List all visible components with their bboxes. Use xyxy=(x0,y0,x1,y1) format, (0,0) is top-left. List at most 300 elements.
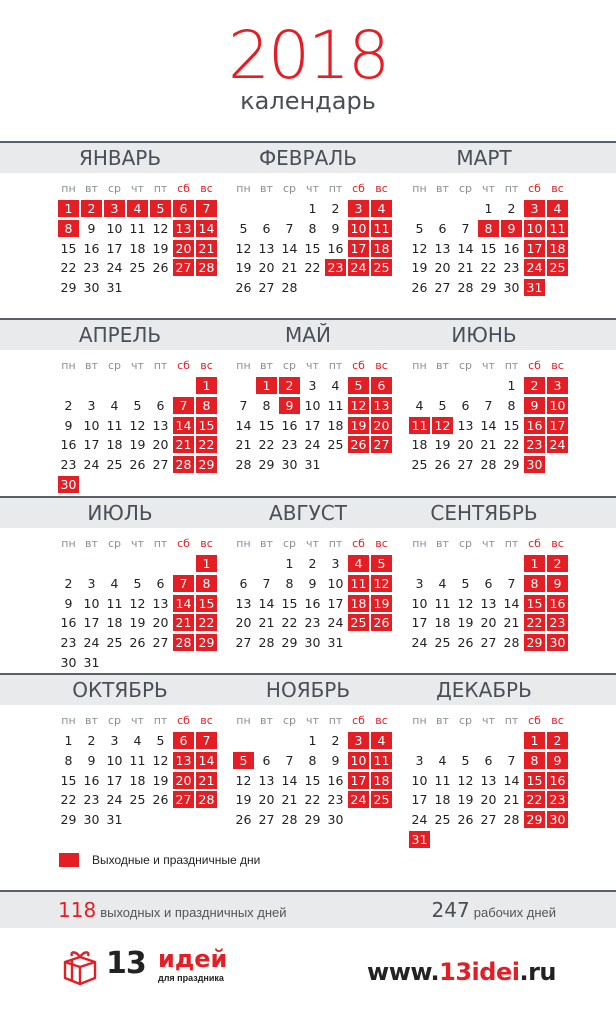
calendar-day: 21 xyxy=(258,615,275,631)
calendar-day: 25 xyxy=(411,457,428,473)
calendar-day: 20 xyxy=(480,792,497,808)
calendar-day: 9 xyxy=(331,752,340,768)
calendar-day: 23 xyxy=(547,791,568,808)
weekday-label: вс xyxy=(551,714,564,727)
month-name: НОЯБРЬ xyxy=(265,678,351,702)
calendar-day: 13 xyxy=(152,595,169,611)
calendar-day: 26 xyxy=(434,457,451,473)
weekday-label: пт xyxy=(504,714,519,727)
calendar-day: 1 xyxy=(196,555,217,572)
calendar-day: 16 xyxy=(83,240,100,256)
weekday-label: вт xyxy=(85,537,98,550)
calendar-day: 21 xyxy=(173,436,194,453)
weekday-label: пт xyxy=(328,714,343,727)
calendar-day: 21 xyxy=(196,240,217,257)
weekday-label: чт xyxy=(131,537,144,550)
weekday-label: пт xyxy=(328,359,343,372)
calendar-day: 12 xyxy=(457,595,474,611)
calendar-day: 18 xyxy=(371,240,392,257)
calendar-day: 24 xyxy=(524,259,545,276)
calendar-day: 25 xyxy=(129,792,146,808)
calendar-day: 25 xyxy=(129,260,146,276)
calendar-day: 20 xyxy=(480,615,497,631)
calendar-day: 7 xyxy=(507,575,516,591)
calendar-day: 28 xyxy=(281,812,298,828)
calendar-day: 21 xyxy=(503,615,520,631)
weekday-label: сб xyxy=(177,537,190,550)
calendar-day: 9 xyxy=(501,220,522,237)
calendar-day: 31 xyxy=(524,279,545,296)
calendar-day: 9 xyxy=(87,752,96,768)
off-days-count: 118 xyxy=(58,898,97,922)
calendar-day: 30 xyxy=(281,457,298,473)
calendar-day: 8 xyxy=(285,575,294,591)
weekday-label: чт xyxy=(482,714,495,727)
month-row-band xyxy=(0,496,616,528)
calendar-day: 18 xyxy=(327,417,344,433)
calendar-day: 17 xyxy=(83,437,100,453)
calendar-day: 9 xyxy=(331,220,340,236)
calendar-day: 19 xyxy=(152,240,169,256)
calendar-day: 21 xyxy=(480,437,497,453)
weekday-label: чт xyxy=(131,714,144,727)
calendar-day: 9 xyxy=(524,397,545,414)
calendar-day: 5 xyxy=(348,377,369,394)
off-days-label: выходных и праздничных дней xyxy=(100,905,287,920)
calendar-day: 22 xyxy=(524,614,545,631)
weekday-label: пт xyxy=(153,359,168,372)
calendar-day: 27 xyxy=(371,436,392,453)
weekday-label: пт xyxy=(328,182,343,195)
calendar-day: 22 xyxy=(196,614,217,631)
weekday-label: пт xyxy=(504,182,519,195)
legend-label: Выходные и праздничные дни xyxy=(92,853,261,867)
calendar-day: 4 xyxy=(348,555,369,572)
calendar-day: 20 xyxy=(152,615,169,631)
weekday-label: пт xyxy=(504,359,519,372)
calendar-day: 19 xyxy=(235,260,252,276)
calendar-day: 21 xyxy=(173,614,194,631)
calendar-day: 11 xyxy=(106,595,123,611)
calendar-day: 27 xyxy=(434,280,451,296)
calendar-day: 31 xyxy=(304,457,321,473)
calendar-day: 30 xyxy=(60,655,77,670)
calendar-day: 28 xyxy=(503,812,520,828)
calendar-day: 23 xyxy=(60,635,77,651)
month-name: СЕНТЯБРЬ xyxy=(430,501,538,525)
calendar-day: 14 xyxy=(196,220,217,237)
weekday-label: пн xyxy=(236,714,251,727)
calendar-day: 2 xyxy=(507,201,516,216)
calendar-day: 12 xyxy=(457,772,474,788)
calendar-day: 1 xyxy=(58,200,79,217)
calendar-day: 22 xyxy=(304,260,321,276)
calendar-day: 1 xyxy=(256,377,277,394)
month-name: ИЮЛЬ xyxy=(87,501,153,525)
calendar-day: 18 xyxy=(106,437,123,453)
weekday-label: ср xyxy=(458,182,473,195)
weekday-label: чт xyxy=(482,537,495,550)
weekday-label: сб xyxy=(528,182,541,195)
calendar-day: 12 xyxy=(129,417,146,433)
calendar-day: 19 xyxy=(348,417,369,434)
calendar-day: 6 xyxy=(156,575,165,591)
legend-swatch xyxy=(59,853,79,867)
calendar-day: 21 xyxy=(281,792,298,808)
calendar-day: 11 xyxy=(434,772,451,788)
calendar-day: 3 xyxy=(87,397,96,413)
weekday-label: вт xyxy=(436,359,449,372)
calendar-day: 8 xyxy=(308,220,317,236)
calendar-day: 4 xyxy=(547,200,568,217)
calendar-day: 30 xyxy=(503,280,520,296)
calendar-day: 12 xyxy=(235,772,252,788)
weekday-label: ср xyxy=(107,714,122,727)
calendar-day: 25 xyxy=(371,791,392,808)
calendar-day: 30 xyxy=(327,812,344,828)
weekday-label: сб xyxy=(177,359,190,372)
calendar-day: 4 xyxy=(438,575,447,591)
calendar-day: 23 xyxy=(547,614,568,631)
calendar-day: 20 xyxy=(457,437,474,453)
calendar-day: 9 xyxy=(87,220,96,236)
weekday-label: сб xyxy=(528,714,541,727)
calendar-day: 10 xyxy=(524,220,545,237)
calendar-day: 24 xyxy=(348,791,369,808)
page-title: 2018 xyxy=(228,17,388,94)
calendar-day: 28 xyxy=(258,635,275,651)
weekday-label: пн xyxy=(412,359,427,372)
calendar-day: 19 xyxy=(129,615,146,631)
calendar-day: 27 xyxy=(152,457,169,473)
calendar-day: 12 xyxy=(371,575,392,592)
weekday-label: чт xyxy=(306,359,319,372)
calendar-day: 2 xyxy=(279,377,300,394)
site-suffix: .ru xyxy=(519,958,556,986)
weekday-label: вт xyxy=(436,714,449,727)
calendar-day: 4 xyxy=(331,378,340,393)
calendar-day: 6 xyxy=(239,575,248,591)
calendar-day: 4 xyxy=(371,200,392,217)
calendar-day: 22 xyxy=(60,792,77,808)
calendar-day: 4 xyxy=(110,397,119,413)
calendar-day: 3 xyxy=(415,575,424,591)
calendar-day: 22 xyxy=(258,437,275,453)
weekday-label: пн xyxy=(236,182,251,195)
calendar-day: 7 xyxy=(173,575,194,592)
calendar-day: 10 xyxy=(83,417,100,433)
calendar-day: 29 xyxy=(60,280,77,296)
calendar-day: 2 xyxy=(547,555,568,572)
calendar-day: 2 xyxy=(64,397,73,413)
weekday-label: пн xyxy=(236,359,251,372)
calendar-day: 22 xyxy=(524,791,545,808)
weekday-label: вс xyxy=(375,182,388,195)
weekday-label: вс xyxy=(200,714,213,727)
calendar-day: 27 xyxy=(457,457,474,473)
calendar-day: 1 xyxy=(524,555,545,572)
calendar-day: 23 xyxy=(503,260,520,276)
weekday-label: сб xyxy=(528,359,541,372)
calendar-day: 23 xyxy=(83,260,100,276)
weekday-label: вс xyxy=(551,537,564,550)
weekday-label: пн xyxy=(412,714,427,727)
calendar-day: 23 xyxy=(304,615,321,631)
calendar-day: 29 xyxy=(524,634,545,651)
calendar-day: 6 xyxy=(262,752,271,768)
calendar-day: 27 xyxy=(480,635,497,651)
calendar-day: 20 xyxy=(152,437,169,453)
calendar-day: 9 xyxy=(547,752,568,769)
calendar-day: 2 xyxy=(81,200,102,217)
calendar-day: 30 xyxy=(83,280,100,296)
calendar-day: 11 xyxy=(129,220,146,236)
calendar-day: 31 xyxy=(106,280,123,296)
weekday-label: вс xyxy=(375,714,388,727)
calendar-day: 2 xyxy=(524,377,545,394)
calendar-day: 7 xyxy=(173,397,194,414)
calendar-day: 12 xyxy=(432,417,453,434)
calendar-day: 29 xyxy=(60,812,77,828)
calendar-day: 1 xyxy=(308,201,317,216)
site-prefix: www. xyxy=(367,958,440,986)
calendar-day: 15 xyxy=(196,417,217,434)
calendar-day: 26 xyxy=(457,812,474,828)
calendar-day: 18 xyxy=(434,615,451,631)
calendar-day: 29 xyxy=(503,457,520,473)
work-days-count: 247 xyxy=(431,898,470,922)
calendar-day: 20 xyxy=(258,260,275,276)
calendar-day: 14 xyxy=(173,417,194,434)
calendar-day: 13 xyxy=(258,240,275,256)
calendar-day: 9 xyxy=(279,397,300,414)
calendar-day: 5 xyxy=(156,733,165,748)
calendar-day: 16 xyxy=(83,772,100,788)
calendar-day: 4 xyxy=(415,397,424,413)
month-name: ИЮНЬ xyxy=(451,323,517,347)
weekday-label: пт xyxy=(153,537,168,550)
calendar-day: 25 xyxy=(106,635,123,651)
calendar-day: 30 xyxy=(547,811,568,828)
calendar-day: 10 xyxy=(106,752,123,768)
weekday-label: ср xyxy=(282,182,297,195)
calendar-day: 12 xyxy=(348,397,369,414)
calendar-day: 14 xyxy=(173,595,194,612)
calendar-day: 26 xyxy=(457,635,474,651)
month-name: ЯНВАРЬ xyxy=(78,146,162,170)
calendar-day: 24 xyxy=(411,812,428,828)
calendar-day: 15 xyxy=(524,772,545,789)
weekday-label: вт xyxy=(436,537,449,550)
calendar-day: 9 xyxy=(547,575,568,592)
calendar-day: 15 xyxy=(60,240,77,256)
weekday-label: чт xyxy=(131,182,144,195)
calendar-day: 26 xyxy=(152,792,169,808)
calendar-day: 5 xyxy=(371,555,392,572)
calendar-day: 22 xyxy=(480,260,497,276)
calendar-day: 27 xyxy=(235,635,252,651)
calendar-day: 27 xyxy=(152,635,169,651)
calendar-day: 18 xyxy=(434,792,451,808)
calendar-day: 13 xyxy=(235,595,252,611)
brand-logo[interactable] xyxy=(62,944,262,994)
calendar-day: 19 xyxy=(152,772,169,788)
calendar-day: 19 xyxy=(129,437,146,453)
calendar-day: 15 xyxy=(304,772,321,788)
calendar-day: 21 xyxy=(235,437,252,453)
calendar-day: 29 xyxy=(281,635,298,651)
calendar-day: 1 xyxy=(64,733,73,748)
page-subtitle: календарь xyxy=(240,87,376,115)
calendar-day: 6 xyxy=(156,397,165,413)
weekday-label: сб xyxy=(177,182,190,195)
calendar-day: 24 xyxy=(547,436,568,453)
calendar-day: 12 xyxy=(152,752,169,768)
calendar-day: 16 xyxy=(327,240,344,256)
calendar-day: 14 xyxy=(503,772,520,788)
calendar-day: 29 xyxy=(480,280,497,296)
calendar-day: 22 xyxy=(304,792,321,808)
weekday-label: вс xyxy=(200,537,213,550)
logo-number: 13 xyxy=(106,946,146,981)
calendar-day: 31 xyxy=(409,831,430,848)
calendar-day: 9 xyxy=(64,595,73,611)
weekday-label: чт xyxy=(306,182,319,195)
calendar-day: 13 xyxy=(371,397,392,414)
calendar-day: 1 xyxy=(484,201,493,216)
calendar-day: 22 xyxy=(281,615,298,631)
calendar-day: 28 xyxy=(480,457,497,473)
weekday-label: чт xyxy=(482,182,495,195)
calendar-day: 13 xyxy=(457,417,474,433)
calendar-day: 16 xyxy=(547,595,568,612)
calendar-day: 25 xyxy=(434,812,451,828)
calendar-day: 11 xyxy=(348,575,369,592)
calendar-day: 14 xyxy=(480,417,497,433)
calendar-day: 15 xyxy=(258,417,275,433)
calendar-day: 16 xyxy=(60,437,77,453)
calendar-day: 20 xyxy=(235,615,252,631)
calendar-day: 11 xyxy=(371,220,392,237)
calendar-day: 24 xyxy=(106,260,123,276)
calendar-day: 23 xyxy=(83,792,100,808)
weekday-label: чт xyxy=(131,359,144,372)
calendar-day: 25 xyxy=(348,614,369,631)
calendar-day: 29 xyxy=(258,457,275,473)
calendar-day: 31 xyxy=(83,655,100,670)
calendar-day: 7 xyxy=(285,752,294,768)
weekday-label: вт xyxy=(260,359,273,372)
calendar-day: 17 xyxy=(348,240,369,257)
calendar-day: 18 xyxy=(129,772,146,788)
calendar-day: 12 xyxy=(235,240,252,256)
calendar-day: 17 xyxy=(327,595,344,611)
weekday-label: вт xyxy=(260,182,273,195)
calendar-day: 1 xyxy=(507,378,516,393)
calendar-day: 13 xyxy=(434,240,451,256)
calendar-day: 2 xyxy=(331,733,340,748)
month-name: ОКТЯБРЬ xyxy=(72,678,168,702)
calendar-day: 30 xyxy=(524,456,545,473)
weekday-label: пт xyxy=(328,537,343,550)
calendar-day: 8 xyxy=(262,397,271,413)
weekday-label: сб xyxy=(352,537,365,550)
month-row-band xyxy=(0,141,616,173)
calendar-day: 23 xyxy=(60,457,77,473)
weekday-label: чт xyxy=(306,537,319,550)
calendar-day: 19 xyxy=(457,615,474,631)
calendar-day: 8 xyxy=(58,220,79,237)
calendar-day: 8 xyxy=(524,752,545,769)
calendar-day: 3 xyxy=(331,556,340,571)
calendar-day: 23 xyxy=(524,436,545,453)
weekday-label: вс xyxy=(551,359,564,372)
calendar-day: 11 xyxy=(409,417,430,434)
calendar-day: 14 xyxy=(258,595,275,611)
calendar-day: 4 xyxy=(110,575,119,591)
calendar-day: 10 xyxy=(411,772,428,788)
calendar-day: 17 xyxy=(106,240,123,256)
calendar-day: 29 xyxy=(304,812,321,828)
calendar-day: 12 xyxy=(129,595,146,611)
month-name: АПРЕЛЬ xyxy=(78,323,162,347)
calendar-day: 23 xyxy=(327,792,344,808)
calendar-day: 12 xyxy=(411,240,428,256)
calendar-day: 20 xyxy=(173,772,194,789)
calendar-day: 22 xyxy=(60,260,77,276)
calendar-day: 28 xyxy=(503,635,520,651)
website-link[interactable] xyxy=(367,954,556,990)
calendar-day: 13 xyxy=(480,772,497,788)
calendar-day: 5 xyxy=(150,200,171,217)
calendar-day: 10 xyxy=(83,595,100,611)
calendar-day: 19 xyxy=(434,437,451,453)
calendar-day: 13 xyxy=(152,417,169,433)
calendar-day: 8 xyxy=(64,752,73,768)
weekday-label: чт xyxy=(482,359,495,372)
calendar-day: 9 xyxy=(64,417,73,433)
calendar-day: 6 xyxy=(484,575,493,591)
calendar-day: 6 xyxy=(461,397,470,413)
calendar-day: 26 xyxy=(348,436,369,453)
calendar-day: 29 xyxy=(196,634,217,651)
calendar-day: 26 xyxy=(371,614,392,631)
calendar-day: 8 xyxy=(196,397,217,414)
weekday-label: ср xyxy=(282,537,297,550)
month-name: МАРТ xyxy=(456,146,512,170)
calendar-day: 13 xyxy=(173,220,194,237)
calendar-day: 27 xyxy=(173,259,194,276)
logo-word: идей xyxy=(158,945,228,973)
calendar-day: 19 xyxy=(235,792,252,808)
calendar-day: 26 xyxy=(129,457,146,473)
calendar-day: 25 xyxy=(371,259,392,276)
calendar-day: 26 xyxy=(411,280,428,296)
weekday-label: вс xyxy=(200,359,213,372)
totals-bar xyxy=(0,890,616,928)
calendar-day: 16 xyxy=(327,772,344,788)
calendar-day: 8 xyxy=(478,220,499,237)
calendar-day: 3 xyxy=(348,732,369,749)
calendar-day: 30 xyxy=(83,812,100,828)
calendar-day: 24 xyxy=(348,259,369,276)
calendar-day: 10 xyxy=(348,752,369,769)
calendar-day: 2 xyxy=(87,733,96,748)
calendar-day: 5 xyxy=(438,397,447,413)
calendar-day: 17 xyxy=(83,615,100,631)
weekday-label: пт xyxy=(153,182,168,195)
calendar-day: 7 xyxy=(507,752,516,768)
